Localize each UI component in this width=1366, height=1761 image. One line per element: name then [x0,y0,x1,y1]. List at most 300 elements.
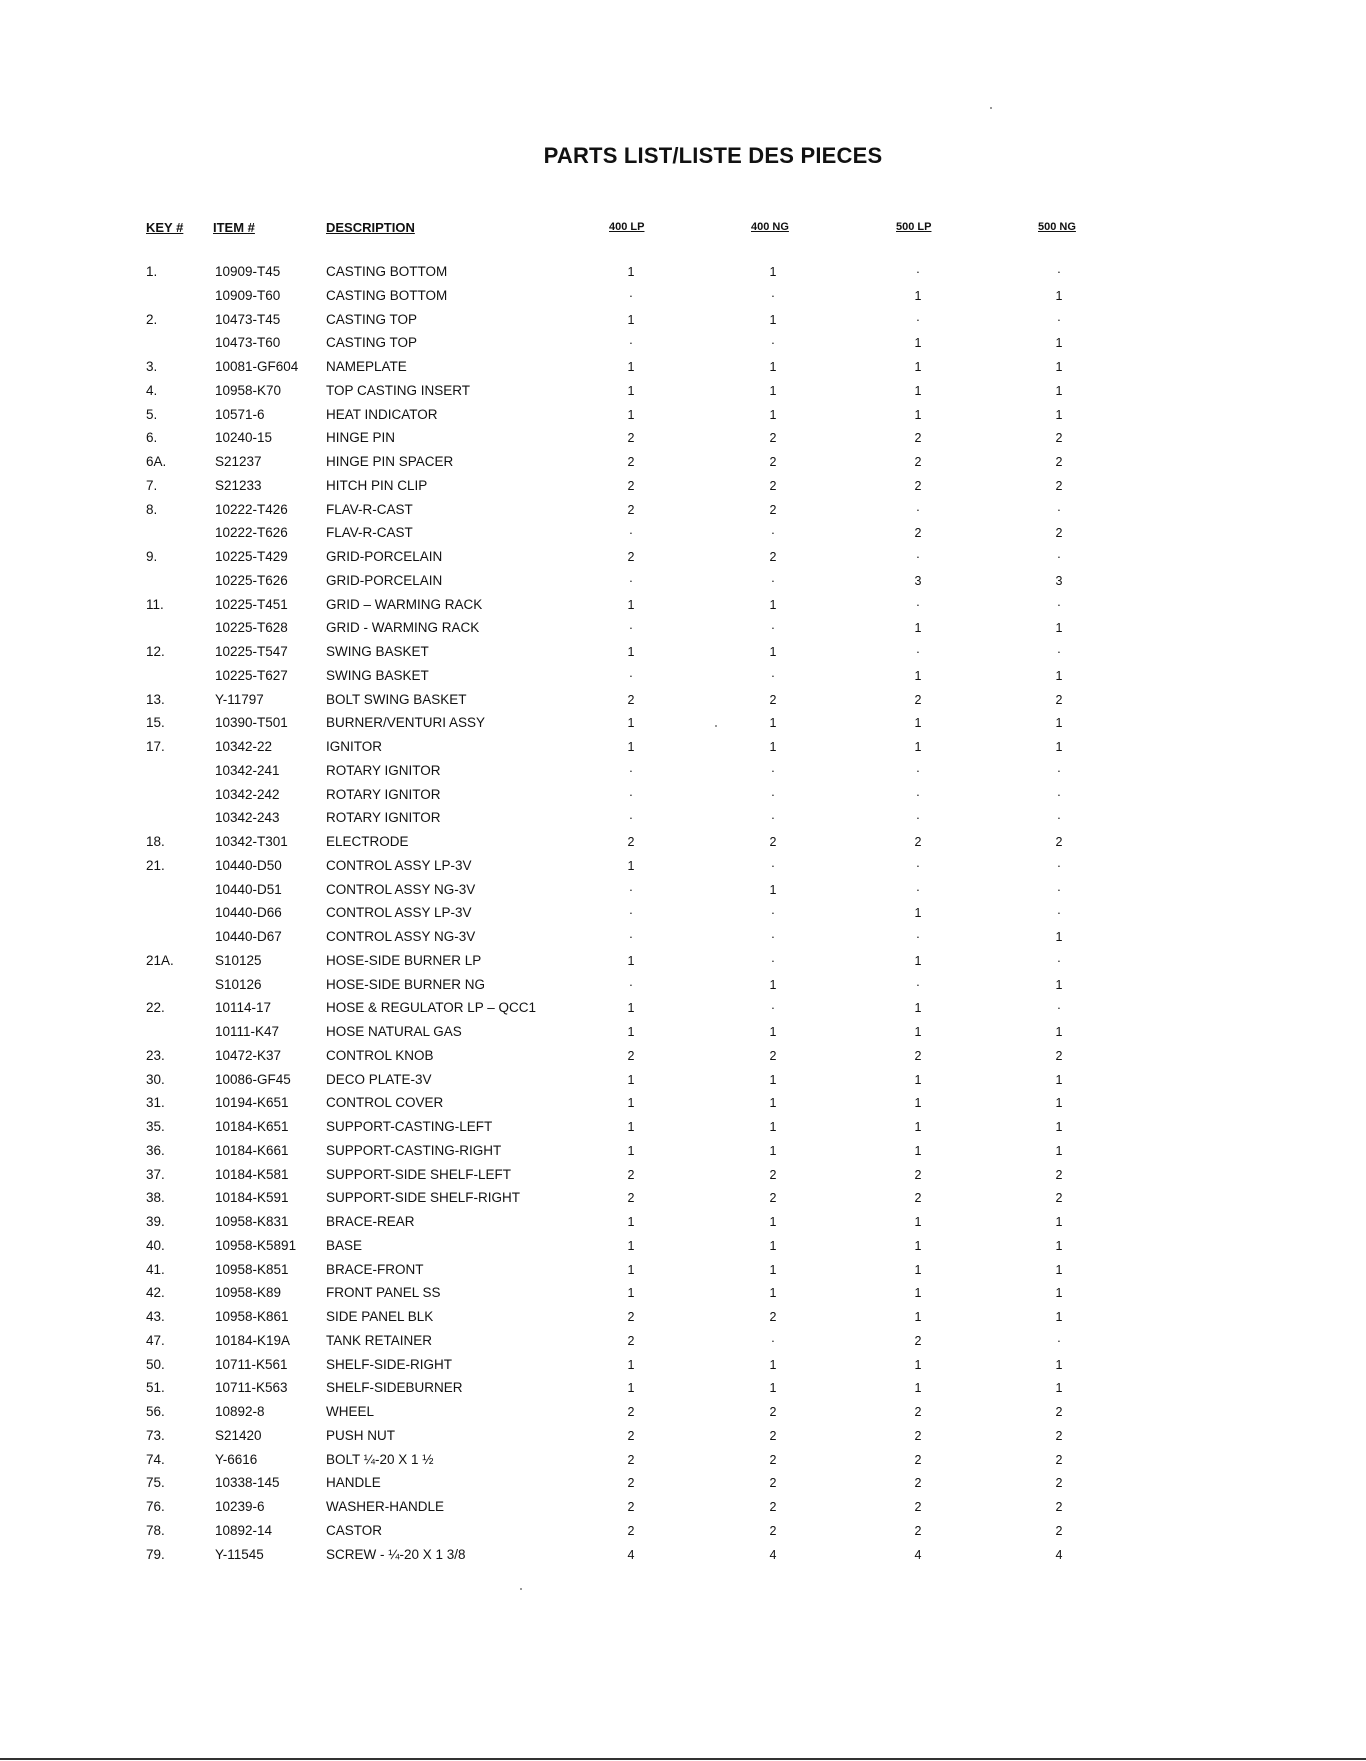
qty-400-lp-cell: 2 [627,1452,635,1467]
qty-400-lp-cell: 1 [627,597,635,612]
qty-500-ng-cell: 1 [1055,977,1063,992]
qty-500-ng-cell: 1 [1055,360,1063,374]
qty-500-lp-cell: 2 [914,1476,922,1491]
item-number-cell: 10086-GF45 [215,1071,291,1087]
item-number-cell: 10184-K19A [215,1332,291,1348]
qty-400-ng-cell: 2 [769,1048,777,1063]
key-cell: 6A. [146,454,167,469]
item-number-cell: 10184-K651 [215,1119,289,1134]
qty-400-lp-cell: 2 [627,1310,635,1324]
item-number-cell: 10909-T45 [215,264,281,279]
item-number-cell: 10958-K861 [215,1309,289,1324]
qty-400-lp-cell: 1 [627,740,635,754]
qty-500-ng-cell: 2 [1055,1405,1063,1419]
item-number-cell: 10225-T451 [215,596,288,612]
description-cell: BOLT ¼-20 X 1 ½ [326,1451,434,1467]
description-cell: GRID-PORCELAIN [326,572,443,588]
item-number-cell: 10338-145 [215,1475,280,1491]
qty-400-ng-cell: · [770,288,776,303]
qty-500-ng-cell: 1 [1055,288,1063,303]
qty-500-ng-cell: 2 [1055,1191,1063,1206]
qty-500-lp-cell: 1 [914,1357,922,1372]
qty-500-lp-cell: 1 [914,1025,922,1039]
description-cell: SHELF-SIDEBURNER [326,1380,463,1396]
qty-500-lp-cell: 2 [914,692,922,707]
qty-500-ng-cell: 2 [1055,1452,1063,1467]
key-cell: 39. [146,1214,165,1229]
table-row [0,1261,1366,1285]
key-cell: 35. [146,1119,165,1134]
qty-400-ng-cell: · [770,1001,776,1016]
qty-400-ng-cell: 2 [769,1476,777,1491]
qty-400-ng-cell: 2 [769,692,777,707]
description-cell: SUPPORT-SIDE SHELF-LEFT [326,1166,512,1182]
qty-400-ng-cell: 1 [769,1238,777,1253]
item-number-cell: 10239-6 [215,1499,265,1514]
qty-400-lp-cell: 1 [627,716,635,731]
qty-400-ng-cell: · [770,526,776,541]
qty-400-ng-cell: 2 [769,835,777,849]
table-row [0,952,1366,976]
qty-400-ng-cell: 2 [769,1167,777,1182]
qty-400-lp-cell: 1 [627,1072,635,1087]
description-cell: CONTROL ASSY NG-3V [326,881,476,897]
qty-500-lp-cell: 1 [914,1286,922,1301]
qty-500-lp-cell: 2 [914,1500,922,1514]
item-number-cell: 10222-T426 [215,501,288,517]
qty-400-lp-cell: 2 [627,1523,635,1538]
item-number-cell: 10958-K70 [215,382,282,398]
key-cell: 51. [146,1380,165,1396]
qty-400-lp-cell: 2 [627,1476,635,1491]
qty-500-lp-cell: 1 [914,906,922,921]
qty-500-ng-cell: 1 [1055,740,1063,754]
description-cell: NAMEPLATE [326,359,407,374]
description-cell: HOSE-SIDE BURNER NG [326,976,486,992]
table-row [0,1546,1366,1570]
item-number-cell: 10473-T60 [215,335,281,351]
description-cell: CASTING TOP [326,311,418,327]
description-cell: SUPPORT-CASTING-LEFT [326,1119,493,1134]
qty-400-ng-cell: 1 [769,597,777,612]
qty-500-ng-cell: 1 [1055,336,1063,351]
qty-400-ng-cell: · [770,858,776,873]
qty-400-ng-cell: · [770,811,776,826]
qty-500-ng-cell: · [1056,312,1062,327]
description-cell: BOLT SWING BASKET [326,691,467,707]
description-cell: CONTROL COVER [326,1095,444,1111]
qty-400-lp-cell: 2 [627,692,635,707]
item-number-cell: 10440-D50 [215,857,282,873]
description-cell: ROTARY IGNITOR [326,762,441,778]
qty-400-ng-cell: 1 [769,645,777,659]
table-row [0,382,1366,406]
qty-500-lp-cell: 2 [914,835,922,849]
key-cell: 73. [146,1427,165,1443]
item-number-cell: Y-6616 [215,1451,258,1467]
description-cell: CONTROL KNOB [326,1047,434,1063]
item-number-cell: 10342-242 [215,786,280,802]
qty-400-ng-cell: 1 [769,1025,777,1039]
qty-400-lp-cell: · [628,787,634,802]
qty-500-ng-cell: 2 [1055,1500,1063,1514]
item-number-cell: S10126 [215,976,262,992]
qty-500-lp-cell: 1 [914,288,922,303]
qty-400-lp-cell: 2 [627,1405,635,1419]
description-cell: CASTING BOTTOM [326,264,448,279]
page-title: PARTS LIST/LISTE DES PIECES [543,143,883,168]
item-number-cell: 10958-K851 [215,1261,289,1277]
qty-400-lp-cell: 1 [627,1215,635,1229]
item-number-cell: 10909-T60 [215,287,281,303]
table-row [0,1522,1366,1546]
item-number-cell: 10225-T628 [215,620,288,636]
qty-400-lp-cell: 1 [627,1025,635,1039]
item-number-cell: 10958-K5891 [215,1237,297,1253]
item-number-cell: 10342-22 [215,739,273,754]
header-item: ITEM # [213,220,255,235]
item-number-cell: 10114-17 [215,1000,272,1016]
qty-500-ng-cell: 1 [1055,1357,1063,1372]
qty-500-lp-cell: 1 [914,1381,922,1396]
item-number-cell: 10184-K591 [215,1190,289,1206]
item-number-cell: 10225-T626 [215,572,288,588]
item-number-cell: 10571-6 [215,406,265,422]
item-number-cell: 10225-T429 [215,549,288,564]
qty-500-ng-cell: · [1056,787,1062,802]
header-400-ng: 400 NG [751,221,789,233]
qty-400-ng-cell: · [770,763,776,778]
description-cell: TANK RETAINER [326,1332,433,1348]
qty-400-ng-cell: 1 [769,716,777,731]
item-number-cell: 10184-K661 [215,1142,289,1158]
qty-500-ng-cell: · [1056,1001,1062,1016]
key-cell: 3. [146,359,158,374]
table-row [0,1237,1366,1261]
key-cell: 17. [146,739,165,754]
qty-500-ng-cell: 1 [1055,1238,1063,1253]
table-row [0,1071,1366,1095]
qty-500-ng-cell: · [1056,550,1062,564]
qty-500-lp-cell: · [915,312,921,327]
qty-400-lp-cell: · [628,526,634,541]
qty-500-lp-cell: 1 [914,1001,922,1016]
item-number-cell: S21233 [215,477,262,493]
qty-400-ng-cell: 2 [769,1523,777,1538]
table-row [0,809,1366,833]
qty-500-lp-cell: 1 [914,1238,922,1253]
qty-500-ng-cell: 1 [1055,668,1063,683]
qty-400-lp-cell: 2 [627,431,635,446]
table-row [0,691,1366,715]
qty-400-lp-cell: 1 [627,1238,635,1253]
qty-400-ng-cell: 1 [769,1262,777,1277]
qty-500-lp-cell: 2 [914,431,922,446]
qty-400-ng-cell: 2 [769,1452,777,1467]
qty-500-ng-cell: · [1056,858,1062,873]
qty-500-lp-cell: · [915,502,921,517]
header-description: DESCRIPTION [326,220,415,235]
qty-500-ng-cell: 2 [1055,835,1063,849]
key-cell: 4. [146,382,158,398]
qty-500-ng-cell: · [1056,1333,1062,1348]
qty-500-lp-cell: 2 [914,1452,922,1467]
table-row [0,976,1366,1000]
qty-500-lp-cell: 4 [914,1547,922,1562]
description-cell: BRACE-REAR [326,1214,415,1229]
qty-500-lp-cell: 2 [914,1523,922,1538]
key-cell: 50. [146,1356,165,1372]
table-row [0,1189,1366,1213]
key-cell: 23. [146,1047,165,1063]
description-cell: HOSE & REGULATOR LP – QCC1 [326,1000,537,1016]
key-cell: 75. [146,1475,165,1491]
qty-400-lp-cell: 1 [627,312,635,327]
qty-400-ng-cell: 1 [769,882,777,897]
key-cell: 31. [146,1095,165,1111]
table-row [0,833,1366,857]
description-cell: GRID-PORCELAIN [326,549,443,564]
qty-500-ng-cell: 2 [1055,431,1063,446]
scan-speck [990,107,992,109]
table-row [0,524,1366,548]
description-cell: HEAT INDICATOR [326,406,438,422]
key-cell: 9. [146,549,158,564]
qty-500-ng-cell: 2 [1055,1476,1063,1491]
description-cell: CONTROL ASSY NG-3V [326,929,476,944]
description-cell: ROTARY IGNITOR [326,810,441,826]
description-cell: HANDLE [326,1475,381,1491]
header-500-ng: 500 NG [1038,221,1076,233]
qty-500-lp-cell: 1 [914,740,922,754]
qty-500-ng-cell: 1 [1055,1120,1063,1134]
table-row [0,643,1366,667]
qty-500-lp-cell: 2 [914,1428,922,1443]
description-cell: SUPPORT-SIDE SHELF-RIGHT [326,1190,521,1206]
key-cell: 37. [146,1166,165,1182]
key-cell: 74. [146,1451,165,1467]
qty-400-ng-cell: · [770,787,776,802]
description-cell: IGNITOR [326,739,383,754]
qty-500-ng-cell: 1 [1055,1143,1063,1158]
qty-400-ng-cell: · [770,573,776,588]
qty-400-lp-cell: 1 [627,1262,635,1277]
table-row [0,881,1366,905]
qty-400-ng-cell: 2 [769,1191,777,1206]
qty-400-ng-cell: · [770,906,776,921]
qty-500-lp-cell: 1 [914,383,922,398]
qty-400-ng-cell: 1 [769,1381,777,1396]
qty-400-ng-cell: 1 [769,977,777,992]
table-row [0,1142,1366,1166]
qty-500-lp-cell: 2 [914,526,922,541]
qty-500-ng-cell: · [1056,882,1062,897]
qty-500-lp-cell: · [915,645,921,659]
table-row [0,501,1366,525]
table-row [0,1213,1366,1237]
parts-table [0,263,1366,1569]
qty-400-lp-cell: · [628,811,634,826]
qty-500-ng-cell: · [1056,953,1062,968]
item-number-cell: 10958-K89 [215,1285,282,1301]
header-500-lp: 500 LP [896,221,932,233]
qty-400-lp-cell: · [628,573,634,588]
qty-400-lp-cell: 1 [627,407,635,422]
qty-500-lp-cell: · [915,811,921,826]
description-cell: FLAV-R-CAST [326,525,413,541]
description-cell: SWING BASKET [326,644,429,659]
item-number-cell: 10184-K581 [215,1166,289,1182]
key-cell: 47. [146,1332,165,1348]
qty-400-lp-cell: 1 [627,1001,635,1016]
description-cell: PUSH NUT [326,1427,396,1443]
description-cell: CONTROL ASSY LP-3V [326,857,472,873]
table-row [0,358,1366,382]
qty-500-lp-cell: 3 [914,573,922,588]
description-cell: SWING BASKET [326,667,429,683]
table-row [0,904,1366,928]
qty-400-lp-cell: 1 [627,1357,635,1372]
qty-400-ng-cell: 1 [769,407,777,422]
qty-500-lp-cell: 1 [914,1262,922,1277]
description-cell: ELECTRODE [326,834,409,849]
qty-500-lp-cell: 1 [914,1072,922,1087]
table-row [0,1498,1366,1522]
key-cell: 42. [146,1285,165,1301]
qty-400-ng-cell: 1 [769,1120,777,1134]
qty-500-ng-cell: 1 [1055,1310,1063,1324]
key-cell: 2. [146,311,158,327]
key-cell: 43. [146,1309,165,1324]
qty-400-lp-cell: 1 [627,360,635,374]
key-cell: 6. [146,430,158,446]
item-number-cell: 10473-T45 [215,311,281,327]
qty-500-ng-cell: 2 [1055,692,1063,707]
qty-500-ng-cell: · [1056,763,1062,778]
qty-400-lp-cell: 2 [627,1167,635,1182]
qty-400-ng-cell: · [770,930,776,944]
qty-500-ng-cell: · [1056,906,1062,921]
qty-400-lp-cell: 1 [627,858,635,873]
description-cell: CONTROL ASSY LP-3V [326,905,472,921]
qty-500-ng-cell: 1 [1055,1286,1063,1301]
description-cell: GRID – WARMING RACK [326,596,483,612]
qty-500-lp-cell: · [915,763,921,778]
table-row [0,762,1366,786]
key-cell: 38. [146,1190,165,1206]
description-cell: WHEEL [326,1404,375,1419]
description-cell: SUPPORT-CASTING-RIGHT [326,1142,502,1158]
qty-500-ng-cell: 2 [1055,478,1063,493]
table-row [0,334,1366,358]
description-cell: BURNER/VENTURI ASSY [326,715,486,731]
qty-400-ng-cell: 1 [769,1096,777,1111]
table-row [0,1474,1366,1498]
item-number-cell: 10892-14 [215,1522,273,1538]
qty-500-ng-cell: 3 [1055,573,1063,588]
qty-400-ng-cell: 1 [769,1143,777,1158]
key-cell: 41. [146,1261,165,1277]
description-cell: HOSE-SIDE BURNER LP [326,952,482,968]
item-number-cell: Y-11545 [215,1546,264,1562]
qty-500-ng-cell: · [1056,502,1062,517]
qty-400-ng-cell: 2 [769,1310,777,1324]
table-row [0,1356,1366,1380]
qty-400-ng-cell: 2 [769,478,777,493]
table-row [0,1118,1366,1142]
item-number-cell: 10711-K561 [215,1356,288,1372]
item-number-cell: 10240-15 [215,430,273,446]
qty-400-lp-cell: 2 [627,1428,635,1443]
description-cell: SCREW - ¼-20 X 1 3/8 [326,1546,466,1562]
table-row [0,667,1366,691]
qty-500-lp-cell: 1 [914,621,922,636]
table-row [0,477,1366,501]
qty-400-lp-cell: · [628,336,634,351]
description-cell: TOP CASTING INSERT [326,382,471,398]
qty-400-lp-cell: 2 [627,1048,635,1063]
qty-500-ng-cell: · [1056,265,1062,279]
qty-400-lp-cell: 2 [627,550,635,564]
qty-400-lp-cell: · [628,906,634,921]
qty-500-ng-cell: 1 [1055,716,1063,731]
description-cell: HOSE NATURAL GAS [326,1024,462,1039]
qty-400-ng-cell: · [770,953,776,968]
qty-400-lp-cell: 2 [627,1500,635,1514]
qty-400-lp-cell: · [628,930,634,944]
qty-500-lp-cell: 2 [914,1048,922,1063]
table-row [0,548,1366,572]
description-cell: CASTING BOTTOM [326,287,448,303]
qty-400-lp-cell: · [628,621,634,636]
qty-400-lp-cell: · [628,288,634,303]
qty-400-ng-cell: 1 [769,360,777,374]
qty-400-ng-cell: · [770,336,776,351]
qty-400-lp-cell: 1 [627,953,635,968]
item-number-cell: Y-11797 [215,691,264,707]
description-cell: BRACE-FRONT [326,1261,424,1277]
key-cell: 21. [146,857,165,873]
table-row [0,1094,1366,1118]
qty-400-ng-cell: 1 [769,1072,777,1087]
description-cell: FRONT PANEL SS [326,1285,441,1301]
qty-500-lp-cell: 2 [914,1405,922,1419]
page-bottom-rule [0,1758,1366,1760]
qty-500-ng-cell: 2 [1055,455,1063,469]
qty-400-ng-cell: 2 [769,1405,777,1419]
qty-400-ng-cell: 1 [769,1286,777,1301]
key-cell: 40. [146,1237,165,1253]
qty-400-lp-cell: 1 [627,645,635,659]
qty-500-ng-cell: 2 [1055,1428,1063,1443]
description-cell: FLAV-R-CAST [326,501,413,517]
key-cell: 5. [146,406,158,422]
qty-500-ng-cell: · [1056,645,1062,659]
qty-500-lp-cell: · [915,858,921,873]
qty-500-lp-cell: 1 [914,716,922,731]
item-number-cell: 10342-T301 [215,834,288,849]
description-cell: GRID - WARMING RACK [326,620,480,636]
qty-500-lp-cell: 2 [914,455,922,469]
qty-400-ng-cell: · [770,1333,776,1348]
item-number-cell: 10225-T547 [215,644,288,659]
qty-400-lp-cell: 2 [627,455,635,469]
qty-500-lp-cell: · [915,977,921,992]
qty-400-ng-cell: 1 [769,1357,777,1372]
header-key: KEY # [146,220,184,235]
qty-400-lp-cell: 1 [627,1096,635,1111]
description-cell: CASTING TOP [326,335,418,351]
